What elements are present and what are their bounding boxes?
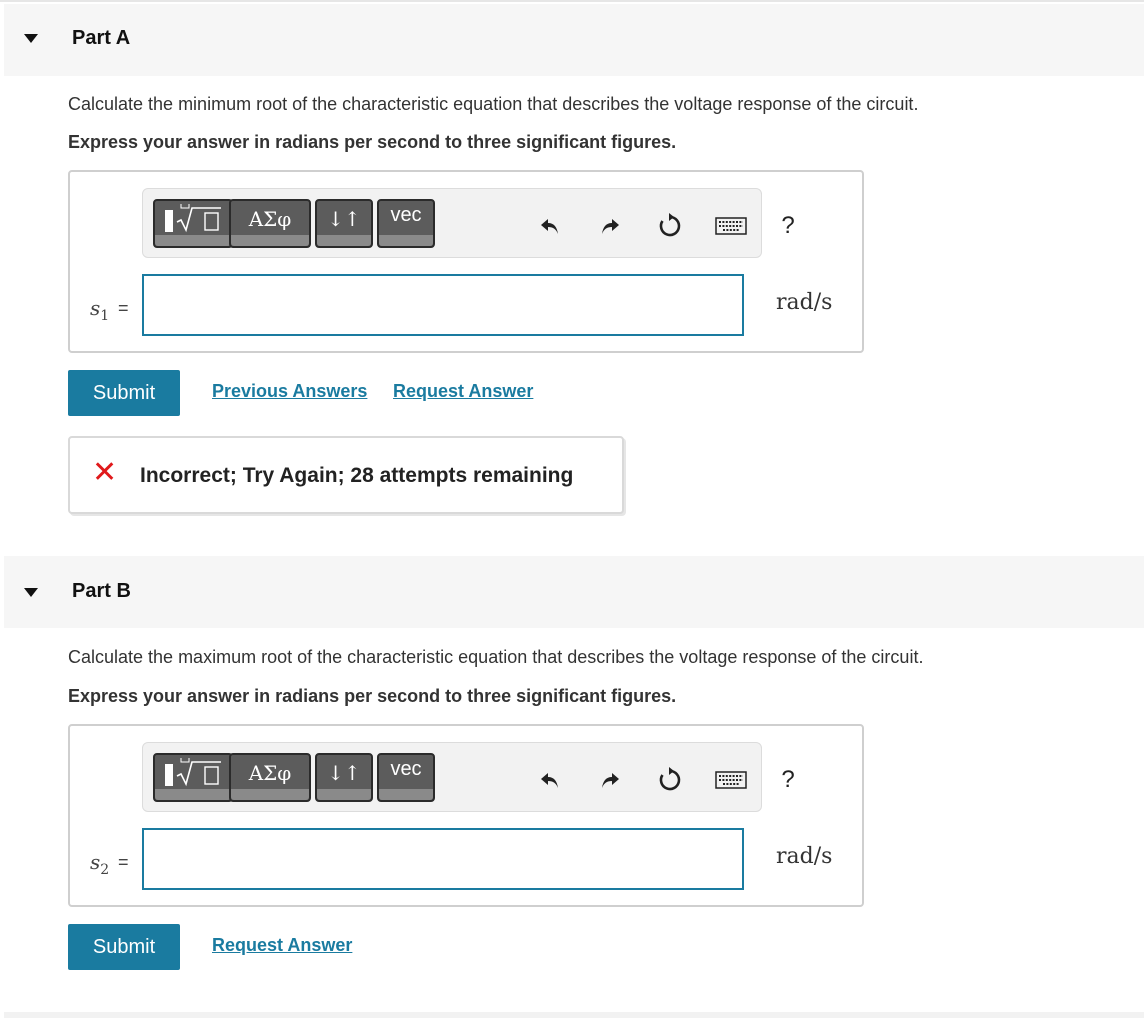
arrows-label: ↓↑ xyxy=(327,207,361,231)
part-a-request-answer-link[interactable]: Request Answer xyxy=(393,381,534,401)
undo-icon[interactable] xyxy=(535,765,565,795)
reset-icon[interactable] xyxy=(655,765,685,795)
part-a-instruction: Express your answer in radians per second to three significant figures. xyxy=(68,132,677,152)
keyboard-icon[interactable] xyxy=(713,211,749,241)
vec-label: vec xyxy=(390,758,422,780)
var-sub: 1 xyxy=(100,308,110,324)
symbols-label: ΑΣφ xyxy=(248,207,292,231)
part-b-header[interactable] xyxy=(4,556,1144,628)
help-label: ? xyxy=(781,212,795,239)
part-b-unit: rad/s xyxy=(776,844,833,869)
part-a-answer-input[interactable] xyxy=(142,274,744,336)
part-a-question: Calculate the minimum root of the characteristic equation that describes the voltage response of the circuit. xyxy=(68,94,919,114)
templates-button-lip xyxy=(155,789,231,800)
arrows-button-lip xyxy=(317,789,371,800)
part-b-variable-label xyxy=(90,850,109,878)
vec-label: vec xyxy=(390,204,422,226)
part-a-variable-label xyxy=(90,296,109,324)
incorrect-x-icon: ✕ xyxy=(92,456,118,489)
var-base: s xyxy=(90,850,101,874)
part-b-title: Part B xyxy=(72,580,131,602)
var-base: s xyxy=(90,296,101,320)
undo-icon[interactable] xyxy=(535,211,565,241)
feedback-message: Incorrect; Try Again; 28 attempts remaining xyxy=(140,464,574,487)
symbols-label: ΑΣφ xyxy=(248,761,292,785)
part-b-collapse-icon[interactable] xyxy=(24,588,38,597)
templates-button[interactable] xyxy=(153,753,233,802)
previous-answers-link[interactable]: Previous Answers xyxy=(212,381,368,401)
keyboard-icon[interactable] xyxy=(713,765,749,795)
part-a-feedback xyxy=(68,436,624,514)
redo-icon[interactable] xyxy=(595,211,625,241)
part-a-math-toolbar xyxy=(142,188,795,258)
reset-icon[interactable] xyxy=(655,211,685,241)
part-b-question: Calculate the maximum root of the characteristic equation that describes the voltage response of the circuit. xyxy=(68,647,924,667)
bottom-divider xyxy=(4,1012,1144,1018)
part-b-answer-box xyxy=(68,724,864,907)
templates-button[interactable] xyxy=(153,199,233,248)
part-b-equals-sign: = xyxy=(118,852,129,872)
part-b-math-toolbar xyxy=(142,742,795,812)
part-b-submit-button[interactable]: Submit xyxy=(68,924,180,970)
templates-icon xyxy=(155,201,231,237)
part-b-request-answer-link[interactable]: Request Answer xyxy=(212,935,353,955)
subscript-superscript-button[interactable] xyxy=(315,753,373,802)
subscript-superscript-button[interactable] xyxy=(315,199,373,248)
symbols-button-lip xyxy=(231,235,309,246)
part-a-equals-sign: = xyxy=(118,298,129,318)
vec-button-lip xyxy=(379,789,433,800)
part-b-answer-input[interactable] xyxy=(142,828,744,890)
redo-icon[interactable] xyxy=(595,765,625,795)
symbols-button[interactable] xyxy=(229,753,311,802)
symbols-button-lip xyxy=(231,789,309,800)
part-a-submit-button[interactable]: Submit xyxy=(68,370,180,416)
part-a-answer-box xyxy=(68,170,864,353)
arrows-button-lip xyxy=(317,235,371,246)
templates-icon xyxy=(155,755,231,791)
var-sub: 2 xyxy=(100,862,110,878)
arrows-label: ↓↑ xyxy=(327,761,361,785)
symbols-button[interactable] xyxy=(229,199,311,248)
top-divider xyxy=(0,0,1144,2)
vector-button[interactable] xyxy=(377,199,435,248)
vector-button[interactable] xyxy=(377,753,435,802)
part-a-unit: rad/s xyxy=(776,290,833,315)
help-icon[interactable] xyxy=(773,211,803,241)
help-icon[interactable] xyxy=(773,765,803,795)
part-a-header[interactable] xyxy=(4,4,1144,76)
part-a-title: Part A xyxy=(72,27,131,49)
part-a-collapse-icon[interactable] xyxy=(24,34,38,43)
part-b-instruction: Express your answer in radians per second to three significant figures. xyxy=(68,686,677,706)
templates-button-lip xyxy=(155,235,231,246)
vec-button-lip xyxy=(379,235,433,246)
help-label: ? xyxy=(781,766,795,793)
